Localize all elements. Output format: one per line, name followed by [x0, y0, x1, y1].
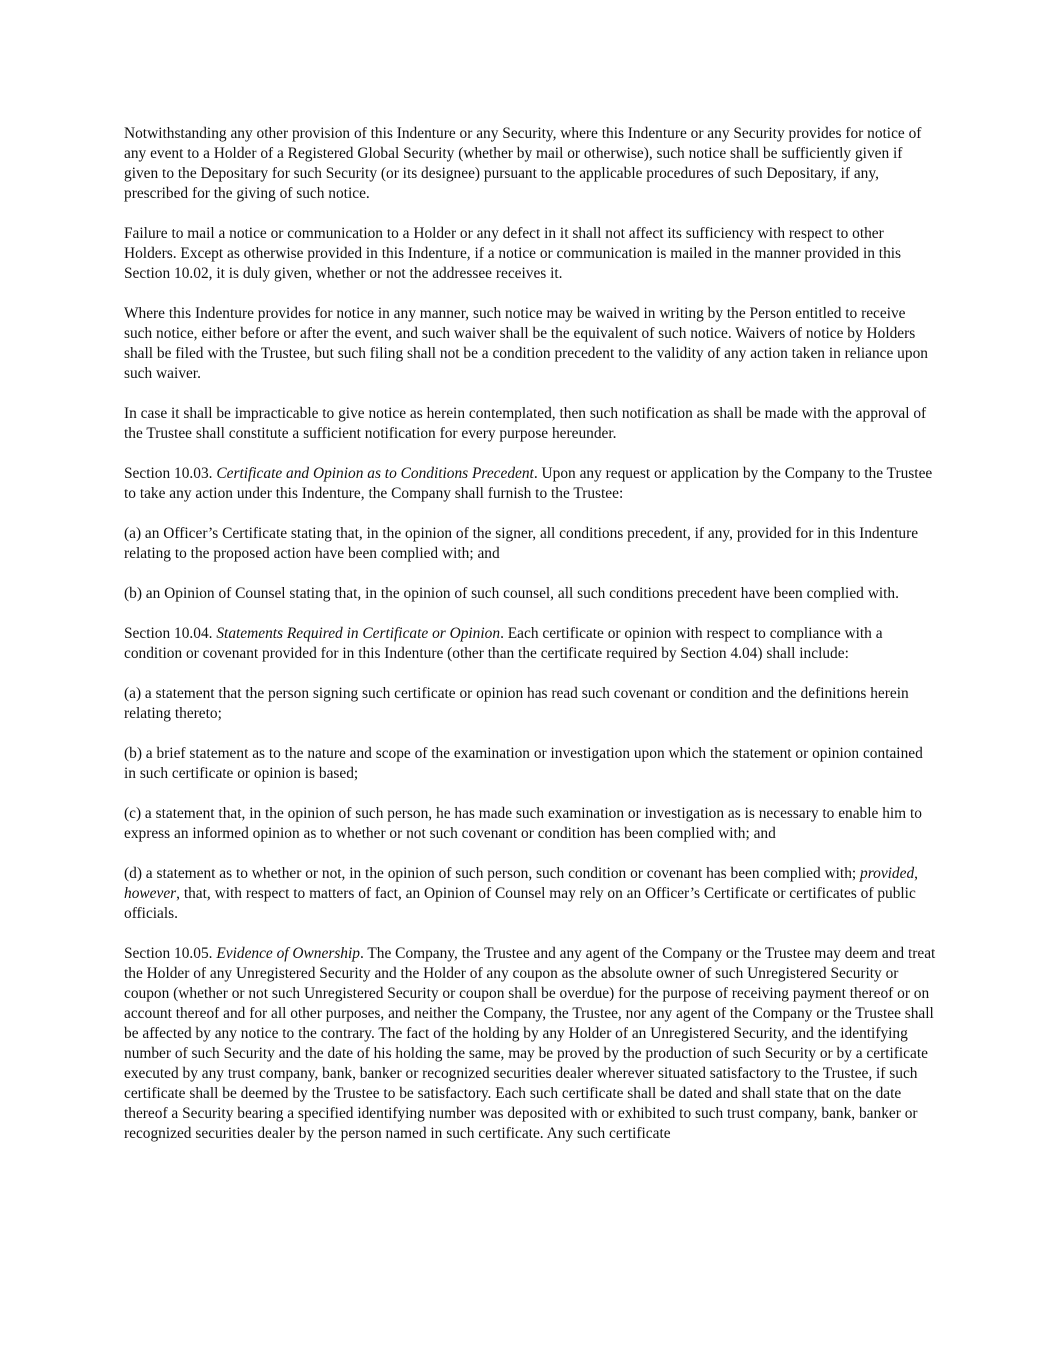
item-d-comma: ,	[914, 865, 919, 882]
paragraph-waiver-of-notice: Where this Indenture provides for notice in any manner, such notice may be waived in writing by the Person entitled to receive such notice, either before or after the event, and such waiver shall be the equivalent of such notice. Waivers of notice by Holders shall be filed with the Trustee, but such filing shall not be a condition precedent to the validity of any action taken in reliance upon such waiver.	[124, 305, 928, 382]
section-10-05-heading-paragraph	[124, 944, 936, 1144]
section-number: Section 10.03.	[124, 465, 213, 482]
document-page	[124, 124, 936, 1164]
paragraph-global-security-notice: Notwithstanding any other provision of this Indenture or any Security, where this Indenture or any Security provides for notice of any event to a Holder of a Registered Global Security (whether by mail or otherwise), such notice shall be sufficiently given if given to the Depositary for such Security (or its designee) pursuant to the applicable procedures of such Depositary, if any, prescribed for the giving of such notice.	[124, 125, 922, 202]
section-title: Evidence of Ownership	[216, 945, 360, 962]
section-10-04-item-a: (a) a statement that the person signing such certificate or opinion has read such covenant or condition and the definitions herein relating thereto;	[124, 685, 909, 722]
item-d-start: (d) a statement as to whether or not, in the opinion of such person, such condition or covenant has been complied with;	[124, 865, 861, 882]
section-body: . The Company, the Trustee and any agent of the Company or the Trustee may deem and treat the Holder of any Unregistered Security and the Holder of any coupon as the absolute owner of such Unregistered Security or coupon (whether or not such Unregistered Security or coupon shall be overdue) for the purpose of receiving payment thereof or on account thereof and for all other purposes, and neither the Company, the Trustee, nor any agent of the Company or the Trustee shall be affected by any notice to the contrary. The fact of the holding by any Holder of an Unregistered Security, and the identifying number of such Security and the date of his holding the same, may be proved by the production of such Security or by a certificate executed by any trust company, bank, banker or recognized securities dealer wherever situated satisfactory to the Trustee, if such certificate shall be deemed by the Trustee to be satisfactory. Each such certificate shall be dated and shall state that on the date thereof a Security bearing a specified identifying number was deposited with or exhibited to such trust company, bank, banker or recognized securities dealer by the person named in such certificate. Any such certificate	[124, 945, 936, 1142]
section-10-04-item-b: (b) a brief statement as to the nature and scope of the examination or investigation upon which the statement or opinion contained in such certificate or opinion is based;	[124, 745, 923, 782]
item-d-provided: provided	[860, 865, 915, 882]
item-d-end: , that, with respect to matters of fact, an Opinion of Counsel may rely on an Officer’s Certificate or certificates of public officials.	[124, 885, 916, 922]
section-number: Section 10.04.	[124, 625, 213, 642]
section-title: Certificate and Opinion as to Conditions Precedent	[216, 465, 534, 482]
section-body: . Each certificate or opinion with respect to compliance with a condition or covenant provided for in this Indenture (other than the certificate required by Section 4.04) shall include:	[124, 625, 883, 662]
paragraph-impracticable-notice: In case it shall be impracticable to give notice as herein contemplated, then such notification as shall be made with the approval of the Trustee shall constitute a sufficient notification for every purpose hereunder.	[124, 405, 927, 442]
section-body: . Upon any request or application by the Company to the Trustee to take any action under this Indenture, the Company shall furnish to the Trustee:	[124, 465, 933, 502]
section-10-03-item-a: (a) an Officer’s Certificate stating that, in the opinion of the signer, all conditions precedent, if any, provided for in this Indenture relating to the proposed action have been complied with; and	[124, 525, 919, 562]
section-10-03-item-b: (b) an Opinion of Counsel stating that, in the opinion of such counsel, all such conditions precedent have been complied with.	[124, 585, 899, 602]
section-10-04-item-c: (c) a statement that, in the opinion of such person, he has made such examination or investigation as is necessary to enable him to express an informed opinion as to whether or not such covenant or condition has been complied with; and	[124, 805, 922, 842]
item-d-however: however	[124, 885, 177, 902]
section-10-03-heading-paragraph	[124, 464, 936, 504]
paragraph-failure-to-mail: Failure to mail a notice or communication to a Holder or any defect in it shall not affect its sufficiency with respect to other Holders. Except as otherwise provided in this Indenture, if a notice or communication is mailed in the manner provided in this Section 10.02, it is duly given, whether or not the addressee receives it.	[124, 225, 902, 282]
section-10-04-heading-paragraph	[124, 624, 936, 664]
section-title: Statements Required in Certificate or Opinion	[216, 625, 501, 642]
section-number: Section 10.05.	[124, 945, 213, 962]
section-10-04-item-d	[124, 864, 936, 924]
